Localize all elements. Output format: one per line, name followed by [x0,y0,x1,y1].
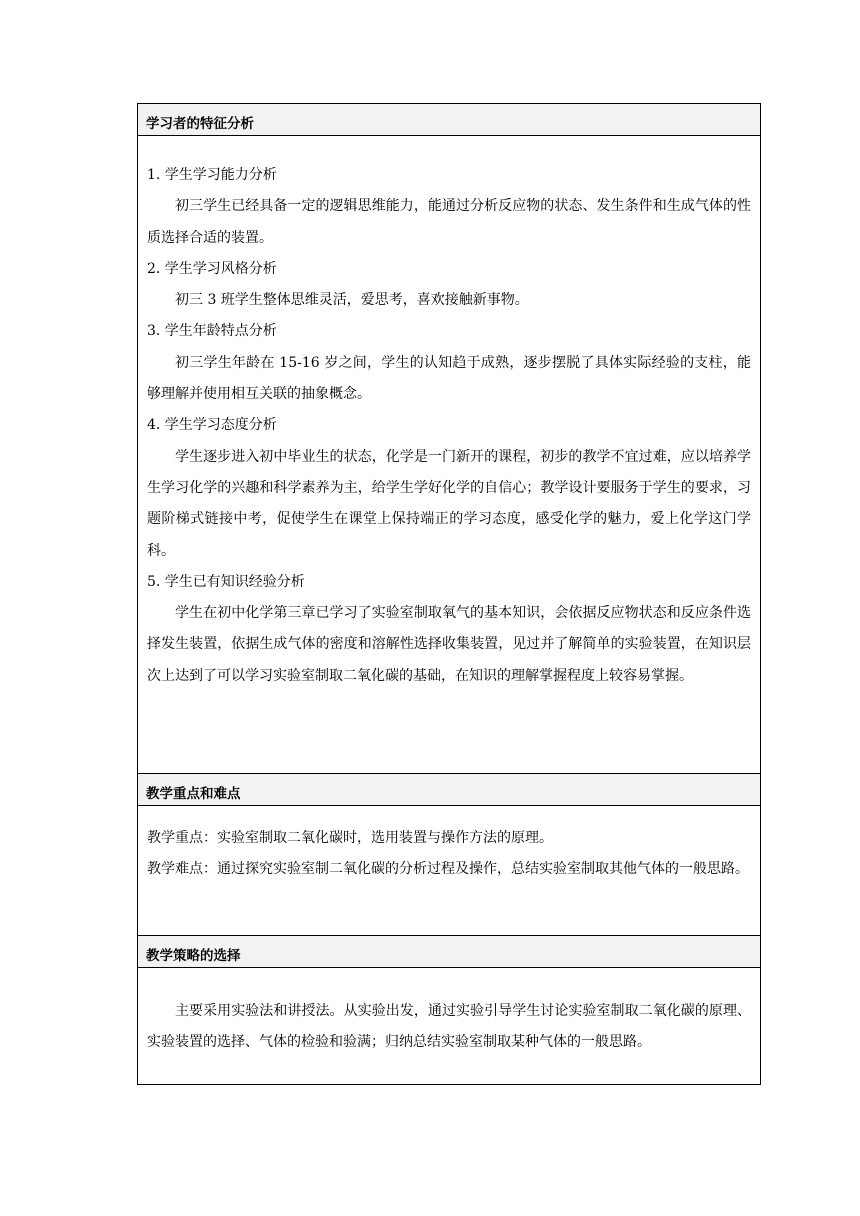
learning-style-title: 2. 学生学习风格分析 [147,260,277,277]
teaching-difficulty-text: 教学难点：通过探究实验室制二氧化碳的分析过程及操作，总结实验室制取其他气体的一般思路。 [147,861,749,878]
learning-ability-title: 1. 学生学习能力分析 [147,167,277,183]
learning-attitude-text: 学生逐步进入初中毕业生的状态，化学是一门新开的课程，初步的教学不宜过难，应以培养学生学习化学的兴趣和科学素养为主，给学生学好化学的自信心；教学设计要服务于学生的要求，习题阶梯式链接中考，促使学生在课堂上保持端正的学习态度，感受化学的魅力，爱上化学这门学科。 [147,448,751,559]
age-traits-text: 初三学生年龄在 15-16 岁之间，学生的认知趋于成熟，逐步摆脱了具体实际经验的支柱，能够理解并使用相互关联的抽象概念。 [147,354,751,403]
key-points-body [138,806,760,936]
learner-analysis-header-text: 学习者的特征分析 [146,116,254,132]
learner-analysis-body [138,136,760,774]
prior-knowledge-title: 5. 学生已有知识经验分析 [147,573,305,590]
key-points-header-text: 教学重点和难点 [146,786,241,802]
learning-ability-text: 初三学生已经具备一定的逻辑思维能力，能通过分析反应物的状态、发生条件和生成气体的性质选择合适的装置。 [147,198,751,246]
learning-attitude-title: 4. 学生学习态度分析 [147,417,277,434]
learning-style-text: 初三 3 班学生整体思维灵活，爱思考，喜欢接触新事物。 [175,292,529,309]
teaching-focus-text: 教学重点：实验室制取二氧化碳时，选用装置与操作方法的原理。 [147,830,553,846]
lesson-plan-table [137,103,761,1085]
strategy-body [138,968,760,1084]
strategy-header [138,936,760,968]
learner-analysis-header [138,104,760,136]
strategy-header-text: 教学策略的选择 [146,948,241,964]
prior-knowledge-text: 学生在初中化学第三章已学习了实验室制取氧气的基本知识，会依据反应物状态和反应条件选择发生装置，依据生成气体的密度和溶解性选择收集装置，见过并了解简单的实验装置，在知识层次上达到了可以学习实验室制取二氧化碳的基础，在知识的理解掌握程度上较容易掌握。 [147,605,751,684]
strategy-text: 主要采用实验法和讲授法。从实验出发，通过实验引导学生讨论实验室制取二氧化碳的原理、实验装置的选择、气体的检验和验满；归纳总结实验室制取某种气体的一般思路。 [147,1003,751,1051]
key-points-header [138,774,760,806]
age-traits-title: 3. 学生年龄特点分析 [147,323,277,340]
